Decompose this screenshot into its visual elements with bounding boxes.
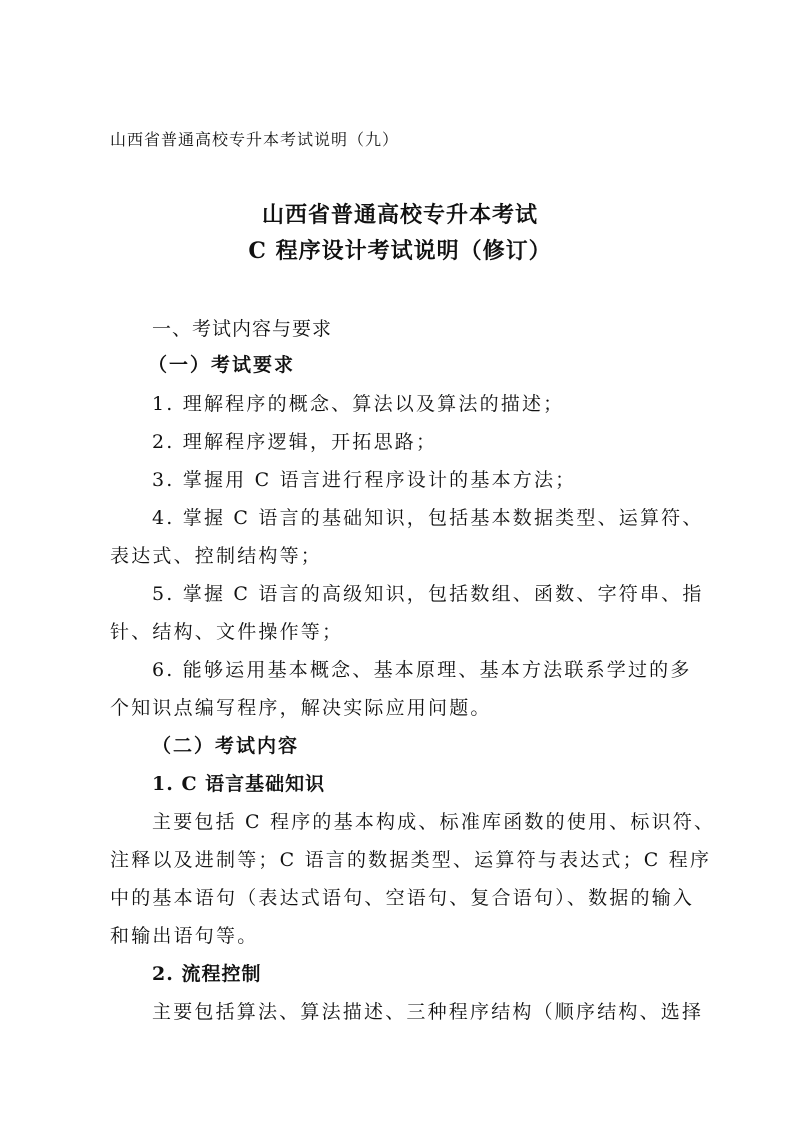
- c-basics-line-3: 中的基本语句（表达式语句、空语句、复合语句）、数据的输入: [110, 887, 695, 909]
- requirement-item-6: 6. 能够运用基本概念、基本原理、基本方法联系学过的多: [152, 659, 692, 681]
- requirement-item-4: 4. 掌握 C 语言的基础知识，包括基本数据类型、运算符、: [152, 507, 704, 529]
- requirement-item-1: 1. 理解程序的概念、算法以及算法的描述；: [152, 393, 565, 415]
- doc-title-line-2: C 程序设计考试说明（修订）: [248, 238, 552, 264]
- requirement-item-2: 2. 理解程序逻辑，开拓思路；: [152, 431, 438, 453]
- c-basics-line-4: 和输出语句等。: [110, 925, 259, 947]
- topic-heading-c-basics: 1. C 语言基础知识: [152, 773, 326, 795]
- subsection-heading-requirements: （一）考试要求: [148, 354, 296, 376]
- requirement-item-5: 5. 掌握 C 语言的高级知识，包括数组、函数、字符串、指: [152, 583, 704, 605]
- subsection-heading-contents: （二）考试内容: [152, 735, 300, 757]
- requirement-item-4-continued: 表达式、控制结构等；: [110, 545, 323, 567]
- running-header: 山西省普通高校专升本考试说明（九）: [110, 130, 400, 149]
- requirement-item-6-continued: 个知识点编写程序，解决实际应用问题。: [110, 697, 492, 719]
- topic-heading-flow-control: 2. 流程控制: [152, 963, 262, 985]
- doc-title-line-1: 山西省普通高校专升本考试: [261, 202, 538, 228]
- requirement-item-3: 3. 掌握用 C 语言进行程序设计的基本方法；: [152, 469, 577, 491]
- requirement-item-5-continued: 针、结构、文件操作等；: [110, 621, 344, 643]
- section-heading-exam-content: 一、考试内容与要求: [152, 318, 333, 340]
- flow-control-line-1: 主要包括算法、算法描述、三种程序结构（顺序结构、选择: [152, 1001, 704, 1023]
- c-basics-line-2: 注释以及进制等；C 语言的数据类型、运算符与表达式；C 程序: [110, 849, 712, 871]
- c-basics-line-1: 主要包括 C 程序的基本构成、标准库函数的使用、标识符、: [152, 811, 716, 833]
